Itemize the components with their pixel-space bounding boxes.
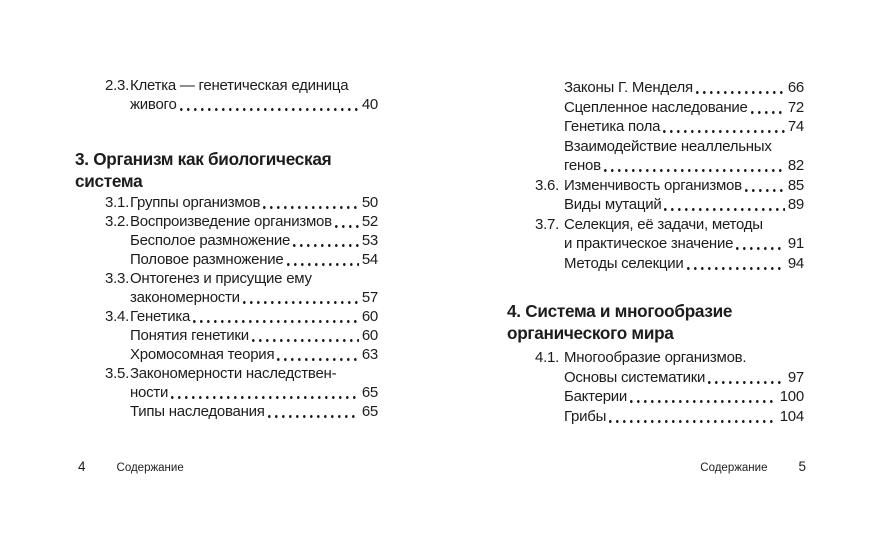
toc-page-ref: 100 bbox=[779, 388, 804, 405]
toc-page-ref: 104 bbox=[779, 407, 804, 425]
toc-subentry bbox=[507, 137, 804, 176]
toc-entry-title: Законы Г. Менделя bbox=[564, 79, 693, 96]
toc-page-ref: 40 bbox=[361, 96, 378, 113]
dot-leader bbox=[190, 307, 362, 326]
toc-page-ref: 72 bbox=[787, 98, 804, 116]
toc-subentry bbox=[507, 98, 804, 118]
toc-line bbox=[564, 407, 804, 427]
toc-line bbox=[130, 364, 378, 383]
toc-entry bbox=[507, 176, 804, 196]
toc-entry-title: закономерности bbox=[130, 289, 240, 306]
toc-line bbox=[130, 193, 378, 212]
toc-entry-title: Группы организмов bbox=[130, 194, 261, 211]
toc-line bbox=[564, 195, 804, 215]
toc-entry-title: Генетика bbox=[130, 308, 191, 325]
dot-leader bbox=[168, 383, 362, 402]
toc-page-ref: 60 bbox=[361, 327, 378, 344]
toc-line bbox=[564, 254, 804, 274]
toc-entry bbox=[75, 269, 378, 307]
toc-entry-title: Селекция, её задачи, методы bbox=[564, 215, 763, 233]
toc-entry-number: 3.2. bbox=[105, 213, 130, 230]
toc-entry bbox=[75, 307, 378, 326]
toc-entry-title: Закономерности наследствен- bbox=[130, 365, 337, 382]
toc-line bbox=[564, 156, 804, 176]
toc-entry bbox=[75, 364, 378, 402]
toc-entry-title: Бактерии bbox=[564, 388, 628, 405]
section-heading-line: 3. Организм как биологическая bbox=[75, 149, 332, 169]
toc-page-ref: 65 bbox=[361, 403, 378, 420]
section-heading bbox=[507, 300, 804, 344]
section-heading-line: система bbox=[75, 171, 143, 191]
dot-leader bbox=[240, 288, 362, 307]
toc-page-ref: 65 bbox=[361, 384, 378, 401]
toc-entry-number: 3.6. bbox=[535, 176, 560, 194]
toc-line bbox=[564, 117, 804, 137]
page-footer-left bbox=[78, 459, 184, 474]
toc-line bbox=[564, 387, 804, 407]
dot-leader bbox=[606, 407, 780, 427]
toc-line bbox=[564, 78, 804, 98]
toc-line bbox=[130, 345, 378, 364]
toc-entry bbox=[75, 212, 378, 231]
toc-entry-title: ности bbox=[130, 384, 169, 401]
toc-line bbox=[130, 269, 378, 288]
toc-subentry bbox=[75, 402, 378, 421]
toc-line bbox=[564, 348, 804, 368]
toc-entry-number: 3.7. bbox=[535, 215, 560, 233]
toc-line bbox=[564, 215, 804, 235]
toc-entry-title: живого bbox=[130, 96, 177, 113]
toc-entry-title: Многообразие организмов. bbox=[564, 349, 747, 366]
toc-entry bbox=[75, 193, 378, 212]
toc-subentry bbox=[507, 254, 804, 274]
dot-leader bbox=[742, 176, 788, 196]
toc-line bbox=[130, 307, 378, 326]
toc-line bbox=[130, 250, 378, 269]
toc-entry-title: и практическое значение bbox=[564, 235, 734, 252]
toc-page-ref: 57 bbox=[361, 289, 378, 306]
dot-leader bbox=[601, 156, 788, 176]
toc-line bbox=[564, 368, 804, 388]
dot-leader bbox=[249, 326, 362, 345]
toc-right-page bbox=[507, 78, 804, 426]
toc-entry-title: Воспроизведение организмов bbox=[130, 213, 332, 230]
toc-subentry bbox=[507, 387, 804, 407]
toc-subentry bbox=[507, 117, 804, 137]
toc-entry-title: Сцепленное наследование bbox=[564, 98, 748, 116]
toc-entry-title: Генетика пола bbox=[564, 118, 661, 135]
toc-subentry bbox=[75, 345, 378, 364]
toc-line bbox=[564, 234, 804, 254]
toc-line bbox=[130, 231, 378, 250]
toc-line bbox=[130, 212, 378, 231]
toc-entry-title: Основы систематики bbox=[564, 368, 706, 386]
toc-page-ref: 60 bbox=[361, 308, 378, 325]
toc-line bbox=[130, 383, 378, 402]
folio-page-number: 5 bbox=[798, 459, 806, 474]
toc-line bbox=[130, 326, 378, 345]
toc-page-ref: 63 bbox=[361, 346, 378, 363]
page-footer-right bbox=[700, 459, 806, 474]
toc-line bbox=[130, 95, 378, 114]
dot-leader bbox=[284, 250, 362, 269]
dot-leader bbox=[177, 95, 362, 114]
toc-line bbox=[130, 76, 378, 95]
toc-page-ref: 50 bbox=[361, 194, 378, 211]
toc-subentry bbox=[75, 250, 378, 269]
toc-entry-title: Клетка — генетическая единица bbox=[130, 77, 349, 94]
toc-entry-title: Виды мутаций bbox=[564, 196, 662, 213]
dot-leader bbox=[265, 402, 362, 421]
toc-page-ref: 91 bbox=[787, 235, 804, 252]
dot-leader bbox=[733, 234, 788, 254]
toc-entry-number: 3.1. bbox=[105, 194, 130, 211]
dot-leader bbox=[684, 254, 788, 274]
running-title: Содержание bbox=[700, 462, 768, 474]
toc-entry bbox=[75, 76, 378, 114]
dot-leader bbox=[660, 117, 788, 137]
dot-leader bbox=[661, 195, 787, 215]
toc-left-page bbox=[75, 76, 378, 421]
toc-page-ref: 52 bbox=[361, 213, 378, 230]
toc-subentry bbox=[507, 407, 804, 427]
toc-page-ref: 54 bbox=[361, 251, 378, 268]
toc-subentry bbox=[75, 231, 378, 250]
toc-entry-title: генов bbox=[564, 157, 601, 174]
toc-page-ref: 66 bbox=[787, 79, 804, 96]
dot-leader bbox=[693, 78, 788, 98]
toc-entry-title: Методы селекции bbox=[564, 254, 684, 272]
toc-line bbox=[130, 288, 378, 307]
toc-entry-title: Взаимодействие неаллельных bbox=[564, 137, 772, 155]
toc-entry bbox=[507, 348, 804, 387]
toc-entry-number: 4.1. bbox=[535, 349, 560, 366]
toc-line bbox=[564, 176, 804, 196]
toc-page-ref: 82 bbox=[787, 157, 804, 174]
toc-entry-title: Бесполое размножение bbox=[130, 232, 291, 249]
dot-leader bbox=[260, 193, 362, 212]
toc-entry-number: 3.4. bbox=[105, 308, 130, 325]
toc-subentry bbox=[507, 195, 804, 215]
section-heading bbox=[75, 148, 378, 192]
dot-leader bbox=[627, 387, 780, 407]
dot-leader bbox=[748, 98, 788, 118]
toc-entry-title: Типы наследования bbox=[130, 403, 265, 420]
toc-entry-number: 3.5. bbox=[105, 365, 130, 382]
toc-entry-number: 3.3. bbox=[105, 270, 130, 287]
toc-entry-title: Понятия генетики bbox=[130, 327, 249, 344]
toc-entry-title: Половое размножение bbox=[130, 251, 284, 268]
section-heading-line: органического мира bbox=[507, 323, 674, 343]
dot-leader bbox=[274, 345, 361, 364]
dot-leader bbox=[705, 368, 788, 388]
toc-page-ref: 97 bbox=[787, 368, 804, 386]
toc-entry-title: Хромосомная теория bbox=[130, 346, 275, 363]
running-title: Содержание bbox=[116, 462, 184, 474]
toc-page-ref: 53 bbox=[361, 232, 378, 249]
toc-line bbox=[564, 137, 804, 157]
toc-line bbox=[564, 98, 804, 118]
dot-leader bbox=[332, 212, 362, 231]
toc-entry-number: 2.3. bbox=[105, 77, 130, 94]
toc-page-ref: 74 bbox=[787, 118, 804, 135]
toc-page-ref: 85 bbox=[787, 176, 804, 194]
section-heading-line: 4. Система и многообразие bbox=[507, 301, 733, 321]
toc-page-ref: 94 bbox=[787, 254, 804, 272]
dot-leader bbox=[290, 231, 362, 250]
toc-entry bbox=[507, 215, 804, 254]
toc-page-ref: 89 bbox=[787, 196, 804, 213]
toc-entry-title: Онтогенез и присущие ему bbox=[130, 270, 312, 287]
toc-subentry bbox=[507, 78, 804, 98]
toc-subentry bbox=[75, 326, 378, 345]
toc-entry-title: Грибы bbox=[564, 407, 607, 425]
toc-line bbox=[130, 402, 378, 421]
folio-page-number: 4 bbox=[78, 459, 86, 474]
toc-entry-title: Изменчивость организмов bbox=[564, 176, 742, 194]
